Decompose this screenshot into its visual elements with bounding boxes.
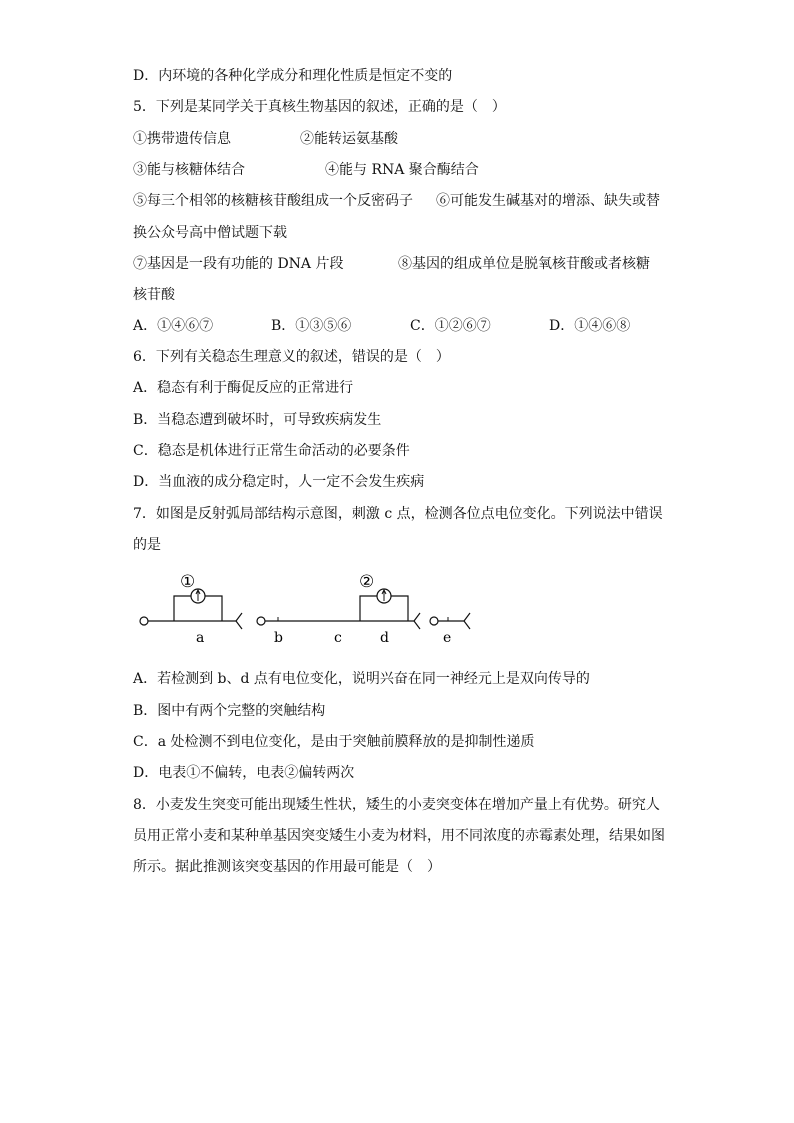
q5-option-d: D．①④⑥⑧ xyxy=(549,318,631,334)
neuron-1-cell-body xyxy=(140,617,148,625)
meter-2-label: ② xyxy=(359,572,375,592)
q5-statement-2: ②能转运氨基酸 xyxy=(300,131,398,147)
q4-option-d: D．内环境的各种化学成分和理化性质是恒定不变的 xyxy=(133,68,453,84)
q5-option-b: B．①③⑤⑥ xyxy=(271,318,352,334)
q7-stem: 7．如图是反射弧局部结构示意图，刺激 c 点，检测各位点电位变化。下列说法中错误 xyxy=(133,506,663,522)
q8-stem-line-3: 所示。据此推测该突变基因的作用最可能是（ ） xyxy=(133,859,441,875)
q5-statement-6-cont: 换公众号高中僧试题下载 xyxy=(133,225,287,241)
q5-option-a: A．①④⑥⑦ xyxy=(133,318,214,334)
point-label-b: b xyxy=(274,630,283,646)
neuron-2-cell-body xyxy=(257,617,265,625)
q7-option-b: B．图中有两个完整的突触结构 xyxy=(133,703,326,719)
synapse-2-terminal xyxy=(414,613,420,629)
q8-stem-line-1: 8．小麦发生突变可能出现矮生性状，矮生的小麦突变体在增加产量上有优势。研究人 xyxy=(133,797,660,813)
q8-stem-line-2: 员用正常小麦和某种单基因突变矮生小麦为材料，用不同浓度的赤霉素处理，结果如图 xyxy=(133,828,665,844)
q6-stem: 6．下列有关稳态生理意义的叙述，错误的是（ ） xyxy=(133,349,450,365)
q7-option-d: D．电表①不偏转，电表②偏转两次 xyxy=(133,765,355,781)
q5-stem: 5．下列是某同学关于真核生物基因的叙述，正确的是（ ） xyxy=(133,99,506,115)
q5-statement-8: ⑧基因的组成单位是脱氧核苷酸或者核糖 xyxy=(398,256,650,272)
neuron-3-terminal xyxy=(464,613,470,629)
q5-statement-8-cont: 核苷酸 xyxy=(133,287,175,303)
point-label-d: d xyxy=(380,630,389,646)
q5-statement-6: ⑥可能发生碱基对的增添、缺失或替 xyxy=(436,193,660,209)
point-label-c: c xyxy=(334,630,342,646)
q5-statement-7: ⑦基因是一段有功能的 DNA 片段 xyxy=(133,256,344,272)
q7-option-c: C．a 处检测不到电位变化，是由于突触前膜释放的是抑制性递质 xyxy=(133,734,535,750)
neuron-3-cell-body xyxy=(430,617,438,625)
q5-option-c: C．①②⑥⑦ xyxy=(410,318,491,334)
q5-statement-1: ①携带遗传信息 xyxy=(133,131,231,147)
q5-statement-5: ⑤每三个相邻的核糖核苷酸组成一个反密码子 xyxy=(133,193,413,209)
q6-option-c: C．稳态是机体进行正常生命活动的必要条件 xyxy=(133,443,410,459)
synapse-1-terminal xyxy=(236,613,242,629)
q7-stem-cont: 的是 xyxy=(133,537,161,553)
q6-option-d: D．当血液的成分稳定时，人一定不会发生疾病 xyxy=(133,474,425,490)
q6-option-a: A．稳态有利于酶促反应的正常进行 xyxy=(133,380,354,396)
meter-1-label: ① xyxy=(180,572,196,592)
q7-option-a: A．若检测到 b、d 点有电位变化，说明兴奋在同一神经元上是双向传导的 xyxy=(133,671,590,687)
point-label-e: e xyxy=(443,630,452,646)
reflex-arc-diagram xyxy=(130,566,490,652)
q6-option-b: B．当稳态遭到破坏时，可导致疾病发生 xyxy=(133,412,382,428)
q5-statement-4: ④能与 RNA 聚合酶结合 xyxy=(325,162,479,178)
point-label-a: a xyxy=(196,630,205,646)
q5-statement-3: ③能与核糖体结合 xyxy=(133,162,245,178)
